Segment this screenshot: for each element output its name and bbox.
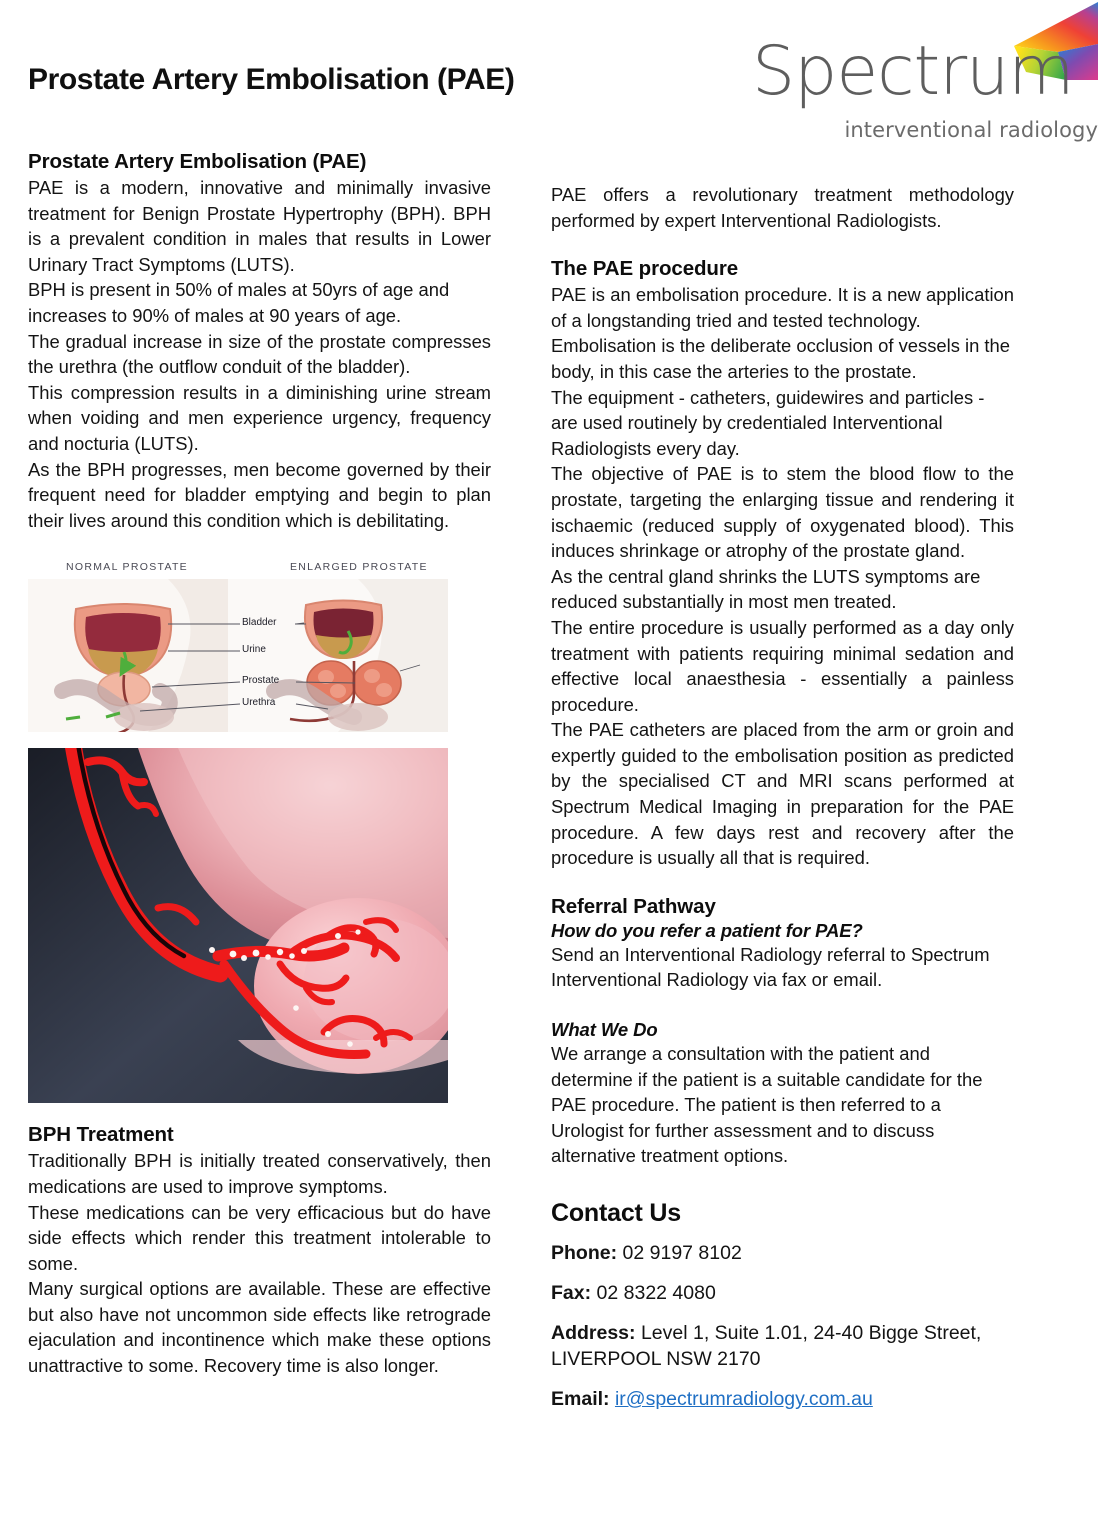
section-heading-bph-treatment: BPH Treatment <box>28 1123 174 1147</box>
prostate-comparison-diagram <box>28 557 448 732</box>
contact-fax <box>551 1280 1014 1306</box>
paragraph: BPH is present in 50% of males at 50yrs of age and increases to 90% of males at 90 years of age. <box>28 279 450 326</box>
paragraph: As the BPH progresses, men become governed by their frequent need for bladder emptying and begin to plan their lives around this condition which is debilitating. <box>28 458 491 531</box>
paragraph: The objective of PAE is to stem the blood flow to the prostate, targeting the enlarging tissue and rendering it ischaemic (reduced supply of oxygenated blood). This induces shrinkage or atrophy of the prostate gland. <box>551 463 1014 562</box>
document-header <box>0 0 1104 150</box>
anatomy-illustration <box>28 579 448 732</box>
diagram-caption-enlarged: ENLARGED PROSTATE <box>290 561 428 574</box>
paragraph: PAE is an embolisation procedure. It is a new application of a longstanding tried and tested technology. <box>551 284 1014 331</box>
paragraph: The equipment - catheters, guidewires and particles - are used routinely by credentialed Interventional Radiologists every day. <box>551 386 985 459</box>
paragraph: Send an Interventional Radiology referral to Spectrum Interventional Radiology via fax or email. <box>551 943 990 991</box>
section-heading-referral-pathway: Referral Pathway <box>551 894 716 918</box>
paragraph: As the central gland shrinks the LUTS symptoms are reduced substantially in most men treated. <box>551 565 981 613</box>
page-title: Prostate Artery Embolisation (PAE) <box>28 63 515 96</box>
contact-fax-label: Fax: <box>551 1282 592 1304</box>
paragraph: The entire procedure is usually performed as a day only treatment with patients requiring minimal sedation and effective local anaesthesia - essentially a painless procedure. <box>551 616 1014 715</box>
left-column <box>28 150 491 1379</box>
paragraph: These medications can be very efficacious but do have side effects which render this treatment intolerable to some. <box>28 1201 491 1274</box>
section-heading-pae: Prostate Artery Embolisation (PAE) <box>28 150 367 173</box>
section-heading-contact-us: Contact Us <box>551 1199 681 1227</box>
paragraph: Many surgical options are available. These are effective but also have not uncommon side effects like retrograde ejaculation and incontinence which make these options unattractive to some. Recovery time is also longer. <box>28 1278 491 1377</box>
diagram-label-urethra: Urethra <box>242 697 276 709</box>
logo-tagline: interventional radiology <box>844 118 1098 142</box>
paragraph: The gradual increase in size of the prostate compresses the urethra (the outflow conduit of the bladder). <box>28 330 491 378</box>
paragraph: Embolisation is the deliberate occlusion of vessels in the body, in this case the arteries to the prostate. <box>551 335 1010 382</box>
diagram-label-bladder: Bladder <box>242 617 277 629</box>
subheading-how-to-refer: How do you refer a patient for PAE? <box>551 919 863 941</box>
contact-email-link[interactable]: ir@spectrumradiology.com.au <box>614 1388 873 1410</box>
logo-wordmark: Spectrum <box>752 32 1074 111</box>
diagram-label-urine: Urine <box>242 644 266 656</box>
paragraph: This compression results in a diminishing urine stream when voiding and men experience urgency, frequency and nocturia (LUTS). <box>28 381 491 454</box>
diagram-label-prostate: Prostate <box>242 675 280 687</box>
contact-address-label: Address: <box>551 1322 636 1344</box>
contact-address-value: Level 1, Suite 1.01, 24-40 Bigge Street, LIVERPOOL NSW 2170 <box>551 1322 982 1370</box>
contact-fax-value: 02 8322 4080 <box>596 1282 716 1304</box>
spectrum-logo <box>752 0 1100 150</box>
paragraph: PAE offers a revolutionary treatment methodology performed by expert Interventional Radiologists. <box>551 184 1014 231</box>
contact-phone-label: Phone: <box>551 1242 618 1264</box>
right-column <box>551 150 1014 1426</box>
paragraph: We arrange a consultation with the patient and determine if the patient is a suitable candidate for the PAE procedure. The patient is then referred to a Urologist for further assessment and to discuss alternative treatment options. <box>551 1043 983 1167</box>
contact-address <box>551 1320 1014 1372</box>
paragraph: Traditionally BPH is initially treated conservatively, then medications are used to improve symptoms. <box>28 1150 491 1197</box>
paragraph: PAE is a modern, innovative and minimally invasive treatment for Benign Prostate Hypertrophy (BPH). BPH is a prevalent condition in males that results in Lower Urinary Tract Symptoms (LUTS). <box>28 177 491 275</box>
contact-email-label: Email: <box>551 1388 610 1410</box>
diagram-caption-normal: NORMAL PROSTATE <box>66 561 188 574</box>
contact-phone <box>551 1240 1014 1266</box>
section-heading-pae-procedure: The PAE procedure <box>551 257 739 281</box>
subheading-what-we-do: What We Do <box>551 1019 658 1041</box>
contact-phone-value: 02 9197 8102 <box>622 1242 742 1264</box>
paragraph: The PAE catheters are placed from the arm or groin and expertly guided to the embolisation position as predicted by the specialised CT and MRI scans performed at Spectrum Medical Imaging in preparation for the PAE procedure. A few days rest and recovery after the procedure is usually all that is required. <box>551 719 1014 869</box>
prostate-artery-embolisation-illustration <box>28 748 448 1103</box>
contact-email <box>551 1386 1014 1412</box>
